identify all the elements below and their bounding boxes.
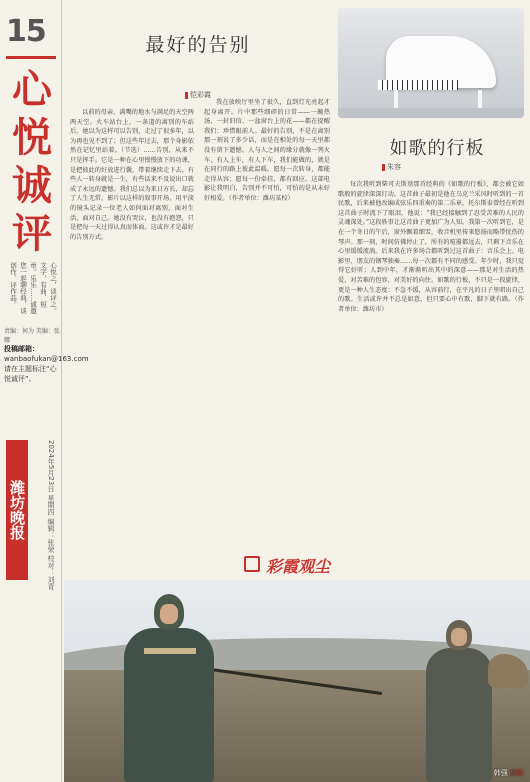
person-figure (114, 594, 224, 782)
section-char: 诚 (12, 162, 52, 209)
article-title: 如歌的行板 (389, 138, 485, 159)
column-logo (244, 552, 344, 578)
piano-illustration (338, 8, 524, 118)
section-motto: 心悦之，谈评之。文字，有曲、短章。乐乐……诚邀您一起聊经典、谈创作、评作品。 (9, 262, 57, 314)
sidebar (0, 0, 89, 782)
author-name: 朱容 (387, 163, 401, 171)
issue-meta: 2024年5月23日 星期四 编辑：张荣 校对：刘青 (47, 440, 55, 590)
coat (426, 648, 492, 782)
contact-block (4, 344, 89, 384)
coat (124, 628, 214, 782)
photo-credit (494, 768, 524, 778)
page-content (64, 0, 530, 782)
email-link[interactable]: wanbaofukan@163.com (4, 355, 89, 363)
section-title (8, 66, 56, 258)
article-byline (382, 162, 401, 172)
contact-label: 投稿邮箱： (4, 345, 39, 353)
author-name: 恺彩霞 (190, 91, 211, 99)
newspaper-logo: 潍坊晚报 (6, 440, 28, 580)
article-column-right: 我在放映厅里坐了很久，直到灯光亮起才起身离开。片中那些细碎的日常——一碗热汤、一封旧信、一盆窗台上的花——都在提醒我们：珍惜眼前人。最好的告别，不是在离别那一刻说了多少话，而是在相处的每一天里都没有留下遗憾。人与人之间的缘分就像一列火车，有人上车，有人下车，我们能做的，就是在同行的路上彼此温暖。愿每一次转身，都能走得从容；愿每一份牵挂，都有回应。这部电影让我明白，告别并不可怕，可怕的是从未好好相爱。（作者单位：潍坊某校） (204, 99, 330, 202)
logo-square-icon (244, 556, 260, 572)
person-figure (418, 620, 502, 782)
credit-name: 韩强 (493, 769, 508, 777)
photo (64, 580, 530, 782)
credit-suffix: 摄影 (510, 769, 524, 777)
face (451, 628, 467, 646)
section-char: 心 (12, 66, 52, 113)
column-logo-text: 彩霞观尘 (266, 557, 331, 576)
article-column-left: 以前的母亲，满嘴的地水与满足的天空两两天空。火车站台上，一条道的离别的车站后。她以为这样可以告别，走过了很多年，以为再也见不到了；但这些年过去，那个身影依然在记忆里站着。（节选）……告别，从来不只是挥手。它是一种在心里慢慢放下的功课，是把彼此的好放进行囊，带着继续走下去。有些人一转身就是一生，有些话来不及说出口就成了永远的遗憾。我们总以为来日方长，却忘了人生无常。影片以这样的叙事开场，用平淡的镜头记录一位老人如何面对离别，面对生活，面对自己。她没有哭泣，也没有抱怨，只是把每一天过得认真而体面。这或许才是最好的告别方式。 (70, 109, 194, 241)
section-char: 评 (12, 210, 52, 257)
section-char: 悦 (12, 114, 52, 161)
byline-marker (382, 164, 385, 171)
face (160, 604, 178, 624)
divider (6, 56, 56, 59)
page-number: 15 (6, 14, 46, 49)
article-body: 每次我听到柴可夫斯基那首经典的《如歌的行板》，都会被它如歌般的旋律深深打动。这首曲子最初是他在乌克兰采风时听到的一首民歌，后来被他改编成弦乐四重奏的第二乐章。托尔斯泰曾经在听到这首曲子时流下了眼泪，他说：“我已经接触到了忍受苦难的人民的灵魂深处。”这段轶事让这首曲子更加广为人知。我第一次听到它，是在一个冬日的午后，窗外飘着细雪，收音机里传来悠扬而略带忧伤的琴声。那一刻，时间仿佛停止了，所有的喧嚣都远去，只剩下音乐在心里缓缓流淌。后来我在许多场合都听到过这首曲子：音乐会上、电影里、朋友的钢琴独奏……每一次都有不同的感受。年少时，我只觉得它好听；人到中年，才渐渐听出其中的深意——那是对生活的热爱，对苦难的包容，对美好的向往。如歌的行板，不只是一段旋律，更是一种人生态度：不急不缓，从容前行，在平凡的日子里唱出自己的歌。生活或许并不总是如意，但只要心中有歌，脚下就有路。（作者单位：潍坊市） (338, 181, 524, 313)
editor-credit: 责编：何为 美编：张娜 (4, 328, 60, 344)
submission-note: 请在主题标注“心悦诚评”。 (4, 365, 57, 383)
floor (338, 108, 524, 118)
byline-marker (185, 92, 188, 99)
article-title: 最好的告别 (145, 34, 251, 56)
piano-keys (378, 80, 458, 90)
